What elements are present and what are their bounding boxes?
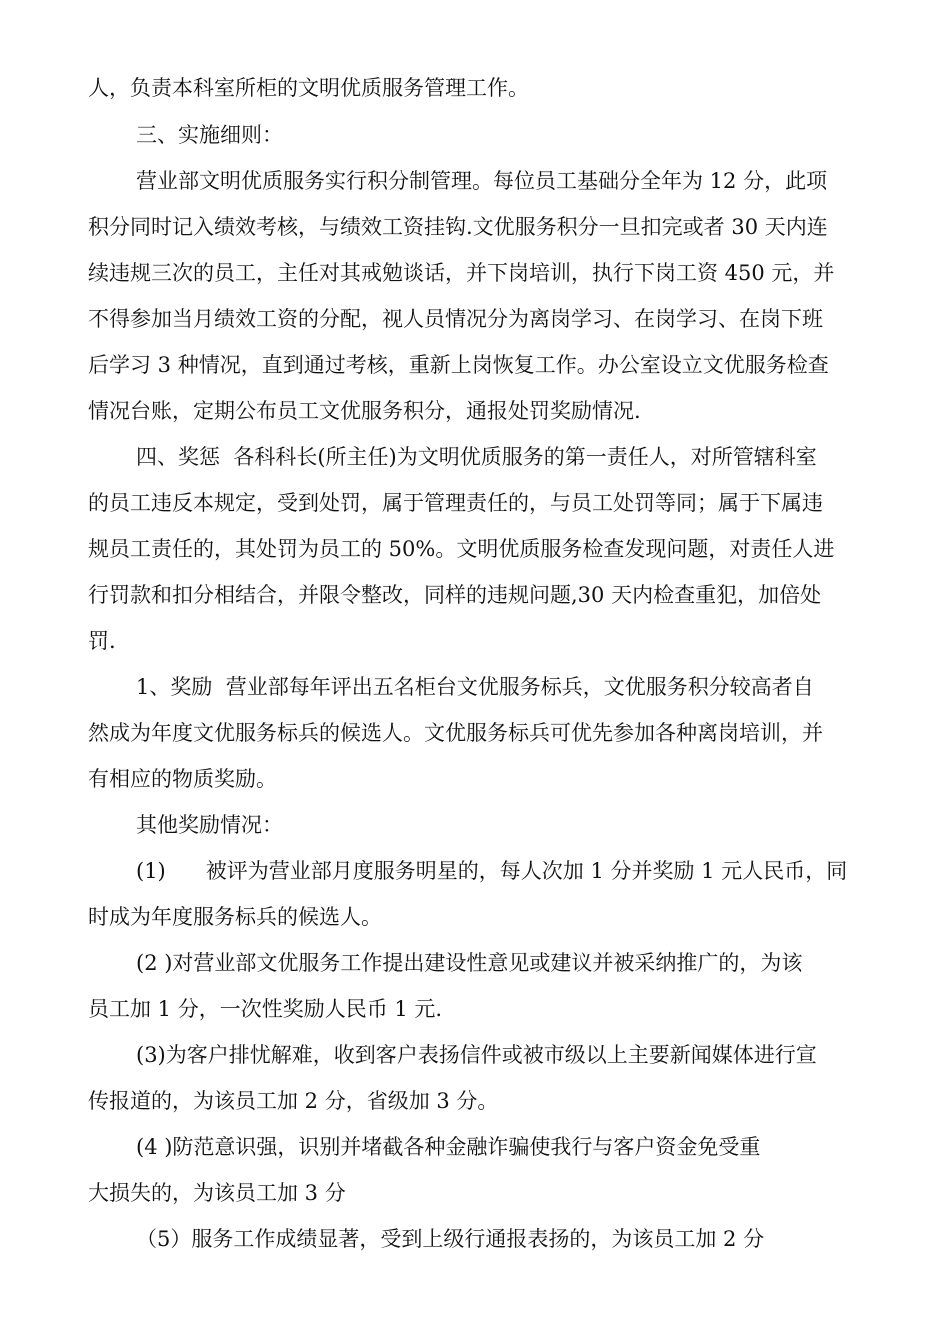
text: 后学习 3 种情况，直到通过考核，重新上岗恢复工作。办公室设立文优服务检查	[88, 353, 829, 377]
text: (3)为客户排忧解难，收到客户表扬信件或被市级以上主要新闻媒体进行宣	[136, 1043, 817, 1067]
text: 时成为年度服务标兵的候选人。	[88, 905, 382, 929]
text: 营业部文明优质服务实行积分制管理。每位员工基础分全年为 12 分，此项	[136, 169, 828, 193]
text-line	[0, 345, 950, 385]
text: 然成为年度文优服务标兵的候选人。文优服务标兵可优先参加各种离岗培训，并	[88, 721, 823, 745]
text: (2 )对营业部文优服务工作提出建设性意见或建议并被采纳推广的，为该	[136, 951, 803, 975]
list-item	[0, 943, 950, 983]
text: 大损失的，为该员工加 3 分	[88, 1181, 346, 1205]
section-heading	[0, 667, 950, 707]
section-heading	[0, 805, 950, 845]
list-item	[0, 1035, 950, 1075]
text-line	[0, 483, 950, 523]
text-line	[0, 713, 950, 753]
text-line	[0, 207, 950, 247]
text: 四、奖惩 各科科长(所主任)为文明优质服务的第一责任人，对所管辖科室	[136, 445, 817, 469]
text: 的员工违反本规定，受到处罚，属于管理责任的，与员工处罚等同；属于下属违	[88, 491, 823, 515]
text: 其他奖励情况：	[136, 813, 283, 837]
text: 人，负责本科室所柜的文明优质服务管理工作。	[88, 76, 529, 100]
text-line	[0, 1173, 950, 1213]
text: 1、奖励 营业部每年评出五名柜台文优服务标兵，文优服务积分较高者自	[136, 675, 814, 699]
text-line	[0, 161, 950, 201]
text-line	[0, 621, 950, 661]
text: （5）服务工作成绩显著，受到上级行通报表扬的，为该员工加 2 分	[136, 1227, 765, 1251]
text-line	[0, 1081, 950, 1121]
text: 积分同时记入绩效考核，与绩效工资挂钩.文优服务积分一旦扣完或者 30 天内连	[88, 215, 828, 239]
text: 情况台账，定期公布员工文优服务积分，通报处罚奖励情况.	[88, 399, 641, 423]
text-line	[0, 575, 950, 615]
text: 规员工责任的，其处罚为员工的 50%。文明优质服务检查发现问题，对责任人进	[88, 537, 835, 561]
text: 三、实施细则：	[136, 123, 283, 147]
text: (1) 被评为营业部月度服务明星的，每人次加 1 分并奖励 1 元人民币，同	[136, 859, 848, 883]
text-line	[0, 529, 950, 569]
text: 不得参加当月绩效工资的分配，视人员情况分为离岗学习、在岗学习、在岗下班	[88, 307, 823, 331]
text-line	[0, 253, 950, 293]
list-item	[0, 851, 950, 891]
text-line	[0, 897, 950, 937]
text-line	[0, 299, 950, 339]
text: 有相应的物质奖励。	[88, 767, 277, 791]
list-item	[0, 1219, 950, 1259]
text: 传报道的，为该员工加 2 分，省级加 3 分。	[88, 1089, 499, 1113]
section-heading	[0, 115, 950, 155]
text: 员工加 1 分，一次性奖励人民币 1 元.	[88, 997, 443, 1021]
text-line	[0, 759, 950, 799]
section-heading	[0, 437, 950, 477]
text: 续违规三次的员工，主任对其戒勉谈话，并下岗培训，执行下岗工资 450 元，并	[88, 261, 835, 285]
text-line	[0, 68, 950, 108]
text-line	[0, 989, 950, 1029]
text: 行罚款和扣分相结合，并限令整改，同样的违规问题,30 天内检查重犯，加倍处	[88, 583, 822, 607]
text-line	[0, 391, 950, 431]
text: (4 )防范意识强，识别并堵截各种金融诈骗使我行与客户资金免受重	[136, 1135, 761, 1159]
list-item	[0, 1127, 950, 1167]
text: 罚.	[88, 629, 116, 653]
